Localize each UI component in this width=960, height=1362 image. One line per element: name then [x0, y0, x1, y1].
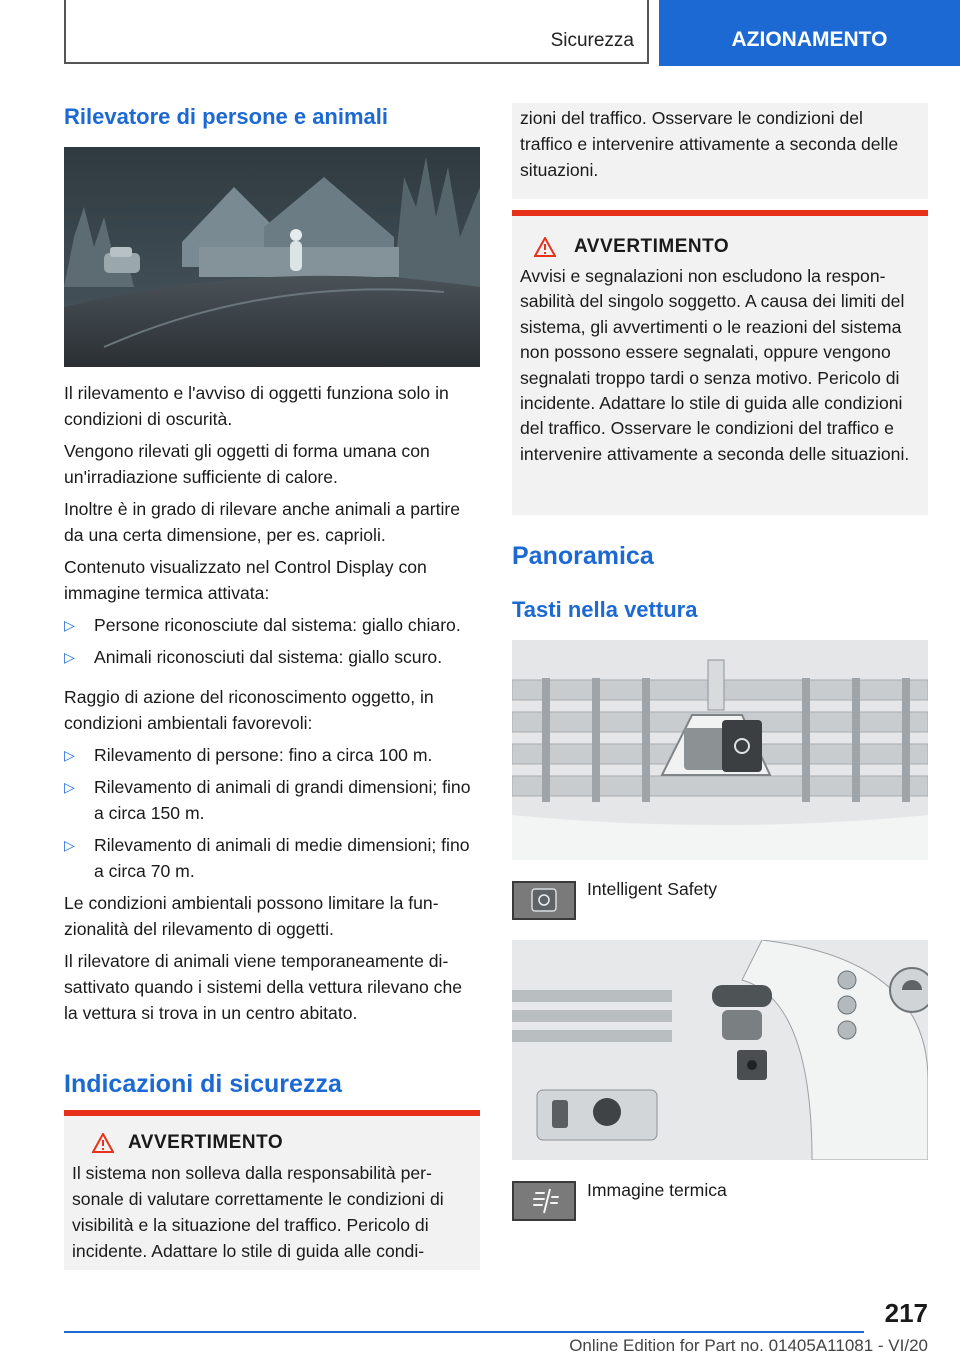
steering-wheel-controls-image	[512, 940, 928, 1160]
warning-box-continued: zioni del traffico. Osservare le condizioni del traffico e intervenire attivamente a seconda delle situazioni.	[512, 103, 928, 199]
thermal-image-button-icon	[512, 1181, 576, 1221]
warning-box	[512, 210, 928, 515]
footer-edition: Online Edition for Part no. 01405A11081 - VI/20	[569, 1336, 928, 1355]
triangle-bullet-icon: ▷	[64, 747, 75, 763]
list-item: ▷ Persone riconosciute dal sistema: giallo chiaro.	[64, 612, 480, 638]
button-label: Intelligent Safety	[587, 879, 718, 899]
triangle-bullet-icon: ▷	[64, 779, 75, 795]
triangle-bullet-icon: ▷	[64, 837, 75, 853]
list-item: ▷ Rilevamento di animali di grandi dimensioni; fino a circa 150 m.	[64, 774, 480, 826]
paragraph: Il rilevamento e l'avviso di oggetti funziona solo in condizioni di oscurità.	[64, 383, 449, 429]
paragraph: Vengono rilevati gli oggetti di forma umana con un'irradiazione sufficiente di calore.	[64, 441, 430, 487]
header-chapter-tab[interactable]: AZIONAMENTO	[659, 0, 960, 66]
section-title-detector: Rilevatore di persone e animali	[64, 104, 389, 129]
paragraph: Inoltre è in grado di rilevare anche animali a partire da una certa dimensione, per es. caprioli.	[64, 499, 461, 545]
footer-divider	[64, 1331, 864, 1333]
triangle-bullet-icon: ▷	[64, 649, 75, 665]
paragraph: Contenuto visualizzato nel Control Display con immagine termica attivata:	[64, 557, 427, 603]
page-number: 217	[884, 1298, 928, 1328]
paragraph: Le condizioni ambientali possono limitare la funzionalità del rilevamento di oggetti.	[64, 893, 439, 939]
car-grille-buttons-image	[512, 640, 928, 860]
warning-title: AVVERTIMENTO	[574, 236, 730, 257]
list-item: ▷ Animali riconosciuti dal sistema: giallo scuro.	[64, 644, 480, 670]
intelligent-safety-button-icon	[512, 881, 576, 920]
triangle-bullet-icon: ▷	[64, 617, 75, 633]
steering-controls-illustration	[512, 940, 928, 1160]
button-panel-illustration	[512, 640, 928, 860]
thermal-night-image	[64, 147, 480, 367]
warning-header	[72, 1132, 472, 1154]
list-item: ▷ Rilevamento di animali di medie dimensioni; fino a circa 70 m.	[64, 832, 480, 884]
warning-box	[64, 1110, 480, 1270]
subsection-title-buttons: Tasti nella vettura	[512, 597, 698, 622]
paragraph: Il rilevatore di animali viene temporaneamente disattivato quando i sistemi della vettura rilevano che la vettura si trova in un centro abitato.	[64, 951, 463, 1023]
section-title-overview: Panoramica	[512, 542, 654, 570]
warning-triangle-icon	[534, 237, 556, 257]
thermal-night-illustration	[64, 147, 480, 367]
warning-title: AVVERTIMENTO	[128, 1132, 284, 1153]
left-column-text	[64, 380, 480, 1032]
warning-text: Il sistema non solleva dalla responsabilità personale di valutare correttamente le condizioni di visibilità e la situazione del traffico. Pericolo di incidente. Adattare lo stile di guida alle condi-	[72, 1163, 444, 1261]
header-section-label: Sicurezza	[550, 30, 634, 51]
warning-triangle-icon	[92, 1133, 114, 1153]
paragraph: Raggio di azione del riconoscimento oggetto, in condizioni ambientali favorevoli:	[64, 687, 434, 733]
list-item: ▷ Rilevamento di persone: fino a circa 100 m.	[64, 742, 480, 768]
warning-header	[520, 236, 920, 258]
section-title-safety: Indicazioni di sicurezza	[64, 1070, 342, 1098]
button-label: Immagine termica	[587, 1180, 727, 1200]
warning-text: Avvisi e segnalazioni non escludono la responsabilità del singolo soggetto. A causa dei limiti del sistema, gli avvertimenti o le reazioni del sistema non possono essere segnalati, oppure vengono segnalati troppo tardi o senza motivo. Pericolo di incidente. Adattare lo stile di guida alle condizioni del traffico. Osservare le condizioni del traffico e intervenire attivamente a seconda delle situazioni.	[520, 266, 910, 464]
